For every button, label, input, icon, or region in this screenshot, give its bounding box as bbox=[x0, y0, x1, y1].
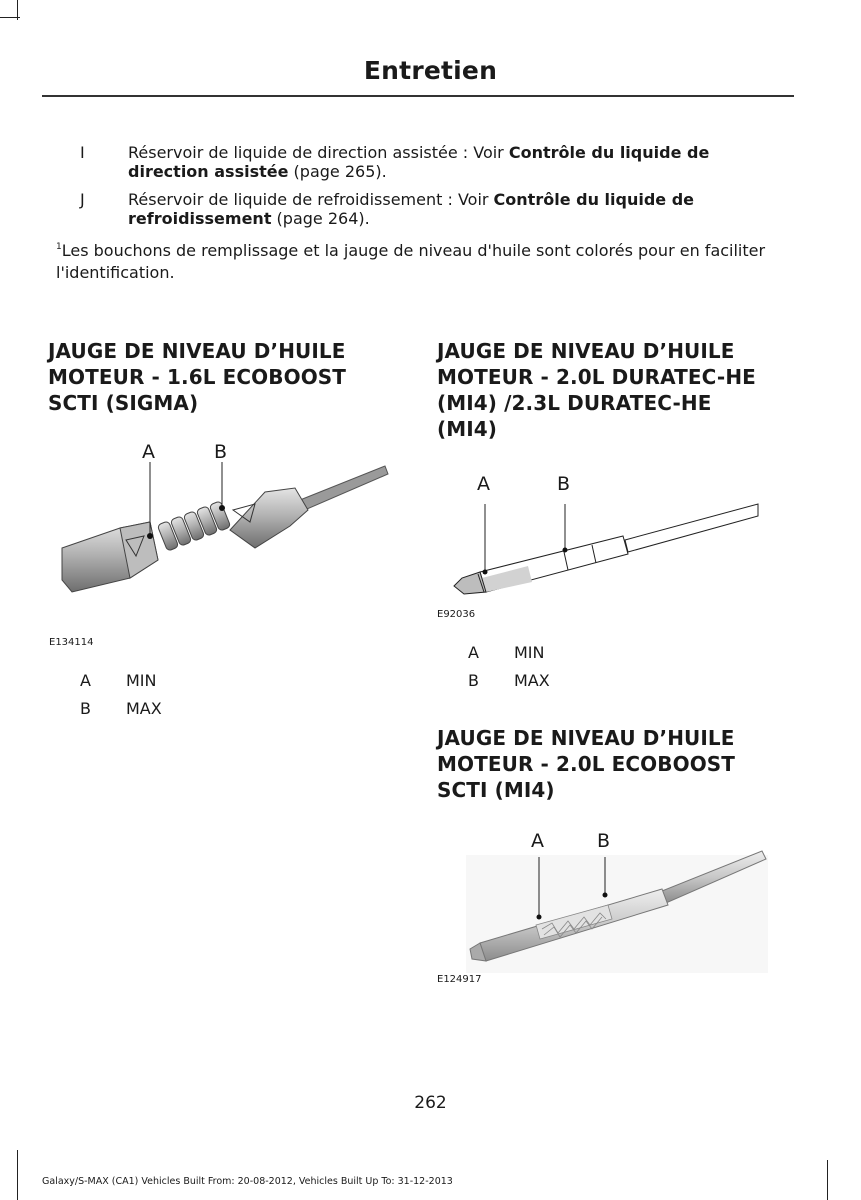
item-text: Réservoir de liquide de refroidissement : Voir bbox=[128, 190, 494, 209]
legend-value: MAX bbox=[514, 671, 550, 690]
heading-line: MOTEUR - 1.6L ECOBOOST bbox=[48, 365, 347, 389]
item-link[interactable]: Contrôle du liquide de direction assistée bbox=[128, 143, 710, 181]
crop-mark bbox=[0, 17, 20, 18]
section-heading bbox=[48, 338, 346, 416]
figure-label-b: B bbox=[214, 441, 228, 463]
section-heading bbox=[437, 725, 735, 803]
figure-id: E134114 bbox=[49, 637, 94, 648]
heading-line: SCTI (MI4) bbox=[437, 778, 555, 802]
legend-key: B bbox=[80, 699, 91, 718]
section-heading bbox=[437, 338, 756, 442]
heading-line: (MI4) bbox=[437, 417, 498, 441]
page-title: Entretien bbox=[363, 56, 498, 85]
item-suffix: (page 264). bbox=[271, 209, 370, 228]
legend-value: MIN bbox=[126, 671, 157, 690]
page-number: 262 bbox=[414, 1093, 447, 1113]
footnote-text: Les bouchons de remplissage et la jauge de niveau d'huile sont colorés pour en faciliter l'identification. bbox=[56, 241, 766, 282]
footnote bbox=[56, 236, 796, 284]
crop-mark bbox=[17, 1150, 18, 1200]
figure-label-a: A bbox=[142, 441, 155, 463]
heading-line: JAUGE DE NIVEAU D’HUILE bbox=[437, 726, 735, 750]
item-suffix: (page 265). bbox=[288, 162, 387, 181]
figure-label-b: B bbox=[557, 473, 571, 495]
figure-id: E92036 bbox=[437, 609, 476, 620]
heading-line: JAUGE DE NIVEAU D’HUILE bbox=[437, 339, 735, 363]
item-body bbox=[128, 143, 768, 181]
figure-id: E124917 bbox=[437, 974, 482, 985]
dipstick-figure-2 bbox=[440, 468, 770, 608]
figure-label-b: B bbox=[597, 830, 611, 852]
dipstick-figure-1 bbox=[50, 430, 390, 610]
figure-label-a: A bbox=[531, 830, 544, 852]
heading-line: SCTI (SIGMA) bbox=[48, 391, 199, 415]
item-key: I bbox=[80, 143, 85, 162]
legend-key: A bbox=[468, 643, 479, 662]
legend-value: MIN bbox=[514, 643, 545, 662]
legend-key: B bbox=[468, 671, 479, 690]
heading-line: JAUGE DE NIVEAU D’HUILE bbox=[48, 339, 346, 363]
dipstick-figure-3 bbox=[462, 825, 772, 975]
item-text: Réservoir de liquide de direction assistée : Voir bbox=[128, 143, 509, 162]
item-body bbox=[128, 190, 768, 228]
item-key: J bbox=[80, 190, 85, 209]
header-divider bbox=[42, 95, 794, 97]
figure-label-a: A bbox=[477, 473, 490, 495]
crop-mark bbox=[827, 1160, 828, 1200]
heading-line: MOTEUR - 2.0L DURATEC-HE bbox=[437, 365, 756, 389]
footer-text: Galaxy/S-MAX (CA1) Vehicles Built From: 20-08-2012, Vehicles Built Up To: 31-12-2013 bbox=[42, 1176, 453, 1187]
heading-line: MOTEUR - 2.0L ECOBOOST bbox=[437, 752, 736, 776]
item-link[interactable]: Contrôle du liquide de refroidissement bbox=[128, 190, 694, 228]
legend-value: MAX bbox=[126, 699, 162, 718]
heading-line: (MI4) /2.3L DURATEC-HE bbox=[437, 391, 712, 415]
footnote-marker: 1 bbox=[56, 242, 62, 252]
legend-key: A bbox=[80, 671, 91, 690]
